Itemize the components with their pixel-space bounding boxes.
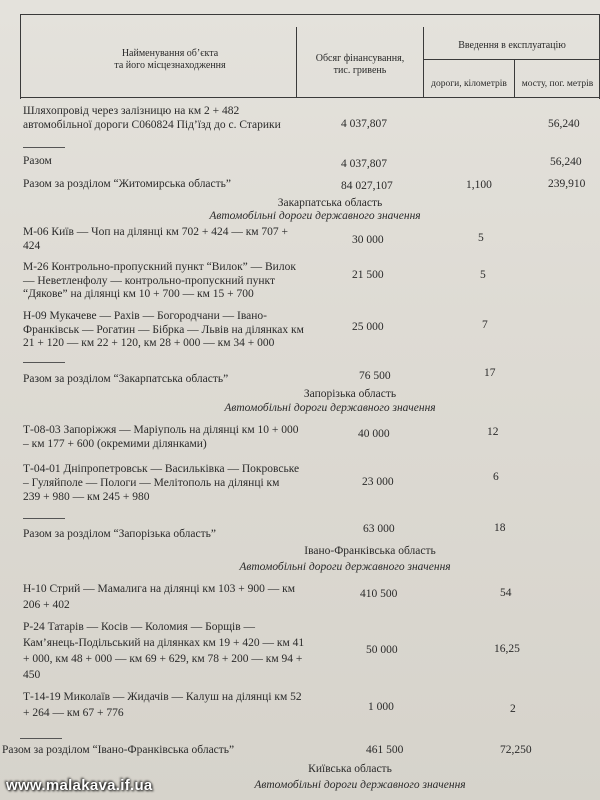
row-name-line: М-26 Контрольно-пропускний пункт “Вилок” — Вилок <box>23 261 296 273</box>
row-finance: 21 500 <box>352 269 384 281</box>
row-total-label: Разом <box>23 155 52 167</box>
header-divider <box>20 97 600 98</box>
header-commission: Введення в експлуатацію <box>458 40 566 51</box>
row-name-line: + 000, км 48 + 000 — км 69 + 629, км 78 + 200 — км 94 + <box>23 653 303 665</box>
row-name-line: Т-08-03 Запоріжжя — Маріуполь на ділянці км 10 + 000 <box>23 424 299 436</box>
row-road: 72,250 <box>500 744 532 756</box>
row-name-line: – Гуляйполе — Пологи — Мелітополь на ділянці км <box>23 477 280 489</box>
row-name-line: Н-10 Стрий — Мамалига на ділянці км 103 + 900 — км <box>23 583 296 595</box>
row-finance: 76 500 <box>359 370 391 382</box>
section-region: Запорізька область <box>303 388 397 400</box>
row-name-line: – км 177 + 600 (окремими ділянками) <box>23 438 207 450</box>
separator-line <box>23 147 65 148</box>
row-finance: 23 000 <box>362 476 394 488</box>
row-name-line: 21 + 120 — км 22 + 120, км 28 + 000 — км 34 + 000 <box>23 337 275 349</box>
row-name-line: автомобільної дороги С060824 Під’їзд до с. Старики <box>23 119 281 131</box>
row-bridge: 56,240 <box>548 118 580 130</box>
row-name-line: 206 + 402 <box>23 599 70 611</box>
row-road: 5 <box>478 232 484 244</box>
section-subtitle: Автомобільні дороги державного значення <box>209 210 421 222</box>
row-finance: 25 000 <box>352 321 384 333</box>
watermark: www.malakava.if.ua <box>6 777 153 794</box>
row-name-line: Т-04-01 Дніпропетровськ — Васильківка — Покровське <box>23 463 300 475</box>
header-finance-line1: Обсяг фінансування, <box>315 53 405 64</box>
row-finance: 63 000 <box>363 523 395 535</box>
section-region: Закарпатська область <box>277 197 383 209</box>
header-name-line1: Найменування об’єкта <box>121 48 219 59</box>
row-bridge: 56,240 <box>550 156 582 168</box>
separator-line <box>20 738 62 739</box>
separator-line <box>23 362 65 363</box>
section-subtitle: Автомобільні дороги державного значення <box>254 779 466 791</box>
row-finance: 84 027,107 <box>341 180 393 192</box>
row-finance: 1 000 <box>368 701 394 713</box>
row-name-line: 424 <box>23 240 41 252</box>
row-road: 5 <box>480 269 486 281</box>
row-finance: 30 000 <box>352 234 384 246</box>
section-subtitle: Автомобільні дороги державного значення <box>224 402 436 414</box>
row-total-label: Разом за розділом “Закарпатська область” <box>23 373 229 385</box>
row-finance: 4 037,807 <box>341 118 387 130</box>
row-name-line: Шляхопровід через залізницю на км 2 + 482 <box>23 105 240 117</box>
row-name-line: Р-24 Татарів — Косів — Коломия — Борщів — <box>23 621 256 633</box>
row-name-line: М-06 Київ — Чоп на ділянці км 702 + 424 — км 707 + <box>23 226 289 238</box>
header-divider <box>296 27 297 98</box>
row-name-line: 450 <box>23 669 41 681</box>
row-road: 17 <box>484 367 496 379</box>
row-road: 12 <box>487 426 499 438</box>
row-name-line: “Дякове” на ділянці км 10 + 700 — км 15 + 700 <box>23 288 254 300</box>
row-finance: 50 000 <box>366 644 398 656</box>
header-name-line2: та його місцезнаходження <box>114 60 226 71</box>
row-finance: 40 000 <box>358 428 390 440</box>
row-road: 1,100 <box>466 179 492 191</box>
section-subtitle: Автомобільні дороги державного значення <box>239 561 451 573</box>
header-roads: дороги, кілометрів <box>431 79 507 89</box>
row-road: 7 <box>482 319 488 331</box>
row-name-line: Франківськ — Рогатин — Бібрка — Львів на ділянках км <box>23 324 304 336</box>
header-divider <box>423 59 599 60</box>
row-name-line: Кам’янець-Подільський на ділянках км 19 + 420 — км 41 <box>23 637 305 649</box>
header-finance-line2: тис. гривень <box>333 65 387 76</box>
row-total-label: Разом за розділом “Житомирська область” <box>23 178 232 190</box>
row-name-line: 239 + 980 — км 245 + 980 <box>23 491 150 503</box>
section-region: Івано-Франківська область <box>304 545 436 557</box>
row-total-label: Разом за розділом “Івано-Франківська область” <box>2 744 235 756</box>
section-region: Київська область <box>308 763 392 775</box>
row-finance: 461 500 <box>366 744 404 756</box>
row-name-line: Т-14-19 Миколаїв — Жидачів — Калуш на ділянці км 52 <box>23 691 302 703</box>
row-finance: 4 037,807 <box>341 158 387 170</box>
row-road: 54 <box>500 587 512 599</box>
row-road: 16,25 <box>494 643 520 655</box>
row-road: 2 <box>510 703 516 715</box>
row-total-label: Разом за розділом “Запорізька область” <box>23 528 216 540</box>
row-bridge: 239,910 <box>548 178 586 190</box>
separator-line <box>23 518 65 519</box>
row-name-line: — Неветленфолу — контрольно-пропускний пункт <box>23 275 276 287</box>
header-bridges: мосту, пог. метрів <box>521 79 594 89</box>
row-road: 18 <box>494 522 506 534</box>
row-name-line: Н-09 Мукачеве — Рахів — Богородчани — Івано- <box>23 310 267 322</box>
row-road: 6 <box>493 471 499 483</box>
row-name-line: + 264 — км 67 + 776 <box>23 707 124 719</box>
row-finance: 410 500 <box>360 588 398 600</box>
